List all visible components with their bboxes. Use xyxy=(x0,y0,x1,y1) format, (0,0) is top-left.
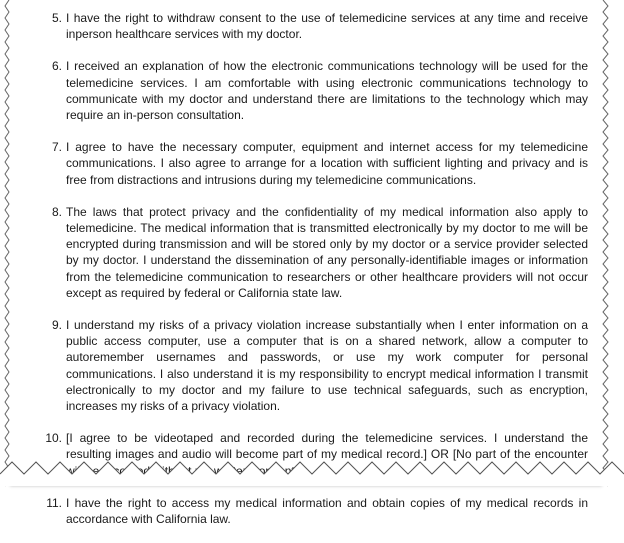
item-number: 11. xyxy=(46,495,62,510)
item-text: I received an explanation of how the electronic communications technology will be used for the telemedicine services. I am comfortable with using electronic communications technology to communicate with my doctor and understand there are limitations to the technology which may require an in-person consultation. xyxy=(66,59,588,123)
item-number: 6. xyxy=(51,59,62,74)
item-number: 10. xyxy=(45,431,62,446)
list-item xyxy=(40,58,588,123)
document-page xyxy=(10,0,602,527)
list-item xyxy=(40,204,588,301)
item-number: 8. xyxy=(51,204,62,219)
item-text: I have the right to withdraw consent to the use of telemedicine services at any time and receive inperson healthcare services with my doctor. xyxy=(66,11,588,42)
list-item xyxy=(40,139,588,188)
item-number: 7. xyxy=(51,140,62,155)
torn-edge-right xyxy=(602,0,624,486)
list-item xyxy=(40,10,588,42)
item-text: [I agree to be videotaped and recorded during the telemedicine services. I understand the resulting images and audio will become part of my medical record.] OR [No part of the encounter will xyxy=(66,431,588,478)
item-text: I understand my risks of a privacy violation increase substantially when I enter information on a public access computer, use a computer that is on a shared network, allow a computer to autoremember usernames and passwords, or use my work computer for personal communications. I also understand it is my responsibility to encrypt medical information I transmit electronically to my doctor and my failure to use technical safeguards, such as encryption, increases my risks of a privacy violation. xyxy=(66,318,588,414)
item-text: The laws that protect privacy and the confidentiality of my medical information also apply to telemedicine. The medical information that is transmitted electronically by my doctor to me will be encrypted during transmission and will be stored only by my doctor or a service provider selected by my doctor. I understand the dissemination of any personally-identifiable images or information from the telemedicine communication to researchers or other healthcare providers will not occur except as required by federal or California state law. xyxy=(66,204,588,300)
torn-edge-bottom xyxy=(0,452,624,486)
list-item xyxy=(40,495,588,527)
item-text: I have the right to access my medical information and obtain copies of my medical records in accordance with California law. xyxy=(66,495,588,527)
item-text: I agree to have the necessary computer, equipment and internet access for my telemedicine communications. I also agree to arrange for a location with sufficient lighting and privacy and is free from distractions and intrusions during my telemedicine communications. xyxy=(66,140,588,187)
item-number: 5. xyxy=(51,11,62,25)
item-number: 9. xyxy=(51,318,62,333)
torn-edge-left xyxy=(0,0,10,486)
list-item xyxy=(40,317,588,414)
